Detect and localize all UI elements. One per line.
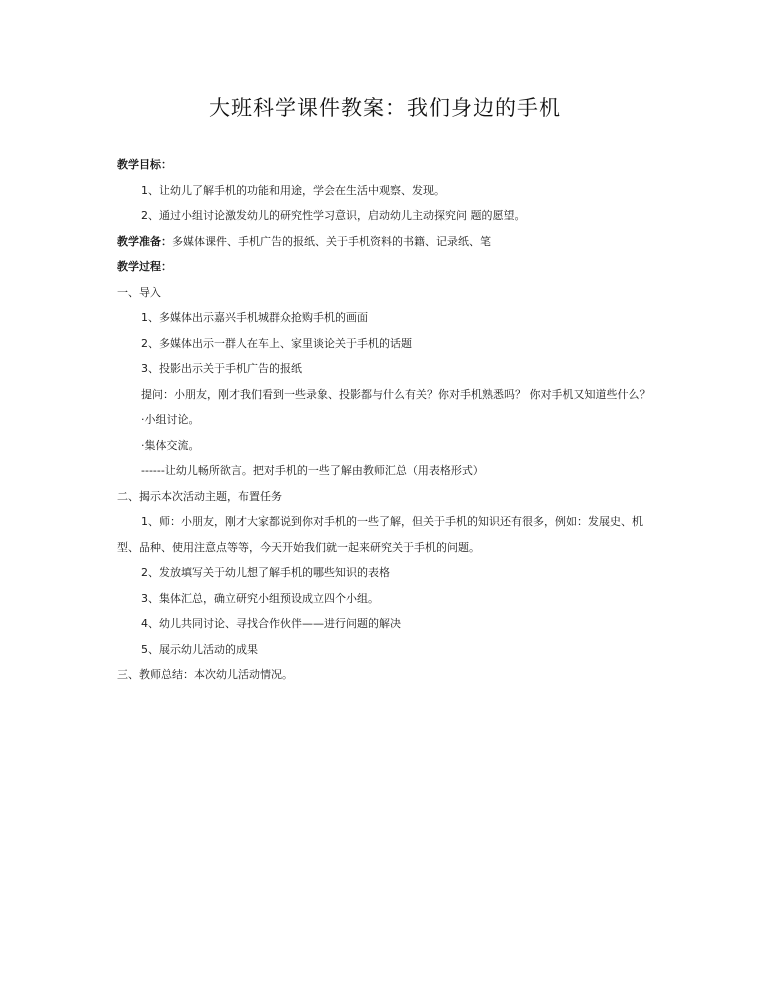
question-paragraph: 提问：小朋友，刚才我们看到一些录象、投影都与什么有关？你对手机熟悉吗？ 你对手机又知道些什么？ [141, 387, 651, 401]
part1-item-3: 3、投影出示关于手机广告的报纸 [141, 362, 302, 375]
goal-label: 教学目标： [117, 158, 172, 171]
part2-item-2: 2、发放填写关于幼儿想了解手机的哪些知识的表格 [141, 566, 390, 579]
goal-item-2: 2、通过小组讨论激发幼儿的研究性学习意识，启动幼儿主动探究问 题的愿望。 [141, 209, 526, 222]
prep-paragraph [117, 229, 657, 255]
group-share: ·集体交流。 [141, 438, 200, 452]
page-title: 大班科学课件教案：我们身边的手机 [209, 96, 561, 120]
part1-item-2: 2、多媒体出示一群人在车上、家里谈论关于手机的话题 [141, 336, 412, 350]
part2-item-4: 4、幼儿共同讨论、寻找合作伙伴——进行问题的解决 [141, 617, 401, 630]
group-discuss: ·小组讨论。 [141, 413, 200, 426]
goal-item-1: 1、让幼儿了解手机的功能和用途，学会在生活中观察、发现。 [141, 183, 445, 197]
part3-title: 三、教师总结：本次幼儿活动情况。 [117, 668, 293, 681]
prep-text: 多媒体课件、手机广告的报纸、关于手机资料的书籍、记录纸、笔 [172, 234, 491, 248]
part1-item-1: 1、多媒体出示嘉兴手机城群众抢购手机的画面 [141, 311, 368, 324]
part1-title: 一、导入 [117, 285, 161, 299]
part2-item-3: 3、集体汇总，确立研究小组预设成立四个小组。 [141, 591, 379, 605]
part2-item-5: 5、展示幼儿活动的成果 [141, 642, 258, 656]
summary-line: ------让幼儿畅所欲言。把对手机的一些了解由教师汇总（用表格形式） [141, 464, 484, 477]
part2-item-1: 1、师：小朋友，刚才大家都说到你对手机的一些了解，但关于手机的知识还有很多，例如：发展史、机型、品种、使用注意点等等，今天开始我们就一起来研究关于手机的问题。 [117, 515, 643, 554]
document-body [117, 152, 657, 688]
prep-label: 教学准备： [117, 234, 172, 248]
part2-title: 二、揭示本次活动主题，布置任务 [117, 489, 282, 503]
process-label: 教学过程： [117, 260, 172, 273]
